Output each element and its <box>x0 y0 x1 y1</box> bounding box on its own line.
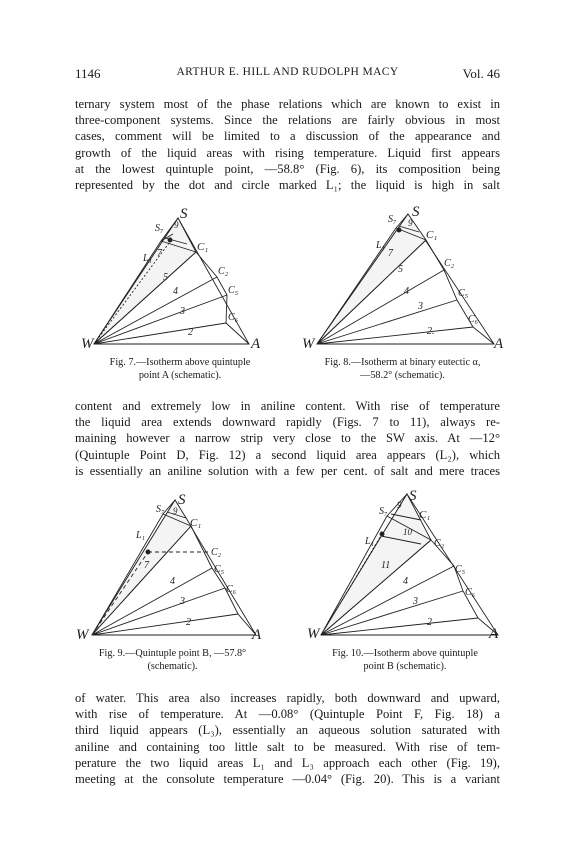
caption-line: Fig. 10.—Isotherm above quintuple <box>332 648 478 659</box>
label-l1: L₁ <box>143 253 153 264</box>
vertex-label-a: A <box>489 626 499 642</box>
field-label: 2 <box>427 617 432 628</box>
liquid-point <box>146 550 150 554</box>
text-line: ternary system most of the phase relations which are known to exist in <box>75 97 500 111</box>
label-c1: C₁ <box>190 517 202 529</box>
label-c6: C₆ <box>468 314 479 325</box>
label-s7: S₇ <box>379 506 388 517</box>
figure-8-caption <box>300 357 505 382</box>
label-c1: C₁ <box>197 241 209 253</box>
field-label: 9 <box>397 500 402 510</box>
caption-line: —58.2° (schematic). <box>360 369 445 381</box>
text-line: three-component systems. Since the relations are fairly obvious in most <box>75 113 500 128</box>
figure-8-diagram <box>298 196 508 356</box>
field-label: 9 <box>408 218 413 228</box>
field-label: 2 <box>188 327 193 338</box>
text-line: maining however a narrow strip very close to the SW axis. At —12° <box>75 431 500 446</box>
caption-line: Fig. 9.—Quintuple point B, —57.8° <box>98 648 247 659</box>
caption-line: Fig. 8.—Isotherm at binary eutectic α, <box>324 357 481 368</box>
field-label: 3 <box>413 596 418 607</box>
field-label: 9 <box>173 506 178 516</box>
label-c2: C₂ <box>434 538 445 549</box>
label-c2: C₂ <box>444 258 455 269</box>
field-label: 5 <box>398 264 403 275</box>
field-label: 3 <box>180 596 185 607</box>
label-s7: S₇ <box>388 214 397 225</box>
label-c1: C₁ <box>426 229 438 241</box>
label-c5: C₅ <box>455 564 466 575</box>
paragraph-3 <box>75 690 500 787</box>
field-label: 3 <box>418 301 423 312</box>
label-s7: S₇ <box>155 223 164 234</box>
field-label: 2 <box>186 617 191 628</box>
vertex-label-s: S <box>412 204 420 220</box>
label-c1: C₁ <box>419 509 431 521</box>
field-label: 10 <box>403 527 412 537</box>
paragraph-1 <box>75 96 500 193</box>
phase-field <box>321 494 431 635</box>
label-l1: L₁ <box>365 536 375 547</box>
figure-9-diagram <box>70 488 270 648</box>
vertex-label-a: A <box>494 336 504 352</box>
label-c5: C₅ <box>214 564 225 575</box>
figure-10-caption <box>300 648 510 673</box>
caption-line: point B (schematic). <box>363 660 447 672</box>
text-line: represented by the dot and circle marked L₁; the liquid is high in salt <box>75 178 500 193</box>
text-line: aniline and containing too little salt to be measured. With rise of tem- <box>75 739 500 754</box>
text-line: is essentially an aniline solution with a few per cent. of salt and mere traces <box>75 463 500 478</box>
label-l1: L₁ <box>376 240 386 251</box>
label-c6: C₆ <box>228 312 239 323</box>
figure-7-diagram <box>75 196 285 356</box>
field-label: 2. <box>427 326 435 337</box>
field-label: 7 <box>388 248 393 259</box>
vertex-label-w: W <box>307 626 320 642</box>
field-label: 3 <box>180 306 185 317</box>
figure-7-caption <box>75 357 285 382</box>
label-c6: C₆ <box>465 587 476 598</box>
text-line: at the lowest quintuple point, —58.8° (Fig. 6), its composition being <box>75 161 500 176</box>
field-label: 4 <box>403 576 408 587</box>
field-label: 11 <box>381 560 391 571</box>
vertex-label-s: S <box>180 206 188 222</box>
volume-label: Vol. 46 <box>462 66 500 81</box>
text-line: growth of the liquid areas with rising temperature. Liquid first appears <box>75 145 500 160</box>
field-label: 4 <box>404 286 409 297</box>
text-line: (Quintuple Point D, Fig. 12) a second liquid area appears (L₂), which <box>75 447 500 462</box>
liquid-point <box>380 532 384 536</box>
label-c5: C₅ <box>458 288 469 299</box>
text-line: of water. This area also increases rapidly, both downward and upward, <box>75 691 500 705</box>
label-l1: L₁ <box>136 530 146 541</box>
phase-field <box>92 500 191 635</box>
text-line: perature the two liquid areas L₁ and L₃ approach each other (Fig. 19), <box>75 755 500 770</box>
caption-line: point A (schematic). <box>138 369 222 381</box>
label-c6: C₆ <box>226 584 237 595</box>
figure-9-caption <box>70 648 275 673</box>
text-line: with rise of temperature. At —0.08° (Quintuple Point F, Fig. 18) a <box>75 707 500 722</box>
liquid-point <box>397 228 401 232</box>
page-number: 1146 <box>75 66 101 81</box>
vertex-label-a: A <box>252 627 262 643</box>
vertex-label-w: W <box>76 627 89 643</box>
field-label: 4 <box>173 286 178 297</box>
label-c2: C₂ <box>211 547 222 558</box>
field-label: 5 <box>163 272 168 283</box>
label-c2: C₂ <box>218 266 229 277</box>
liquid-point <box>168 238 172 242</box>
field-label: 7 <box>144 560 149 571</box>
vertex-label-a: A <box>251 336 261 352</box>
field-label: 7 <box>157 248 162 259</box>
label-c5: C₅ <box>228 285 239 296</box>
text-line: cases, comment will be limited to a discussion of the appearance and <box>75 129 500 144</box>
caption-line: (schematic). <box>147 660 198 672</box>
text-line: third liquid appears (L₃), essentially an aqueous solution saturated with <box>75 723 500 738</box>
text-line: meeting at the consolute temperature —0.04° (Fig. 20). This is a variant <box>75 772 500 787</box>
vertex-label-s: S <box>409 488 417 504</box>
text-line: content and extremely low in aniline content. With rise of temperature <box>75 399 500 413</box>
vertex-label-w: W <box>81 336 94 352</box>
page-header <box>75 66 500 86</box>
field-label: 4 <box>170 576 175 587</box>
vertex-label-s: S <box>178 492 186 508</box>
caption-line: Fig. 7.—Isotherm above quintuple <box>109 357 251 368</box>
running-authors: ARTHUR E. HILL AND RUDOLPH MACY <box>176 66 399 78</box>
figure-10-diagram <box>303 488 503 648</box>
text-line: the liquid area extends downward rapidly (Figs. 7 to 11), always re- <box>75 415 500 430</box>
field-label: 9 <box>174 220 179 230</box>
paragraph-2 <box>75 398 500 479</box>
vertex-label-w: W <box>302 336 315 352</box>
label-s7: S₇ <box>156 504 165 515</box>
